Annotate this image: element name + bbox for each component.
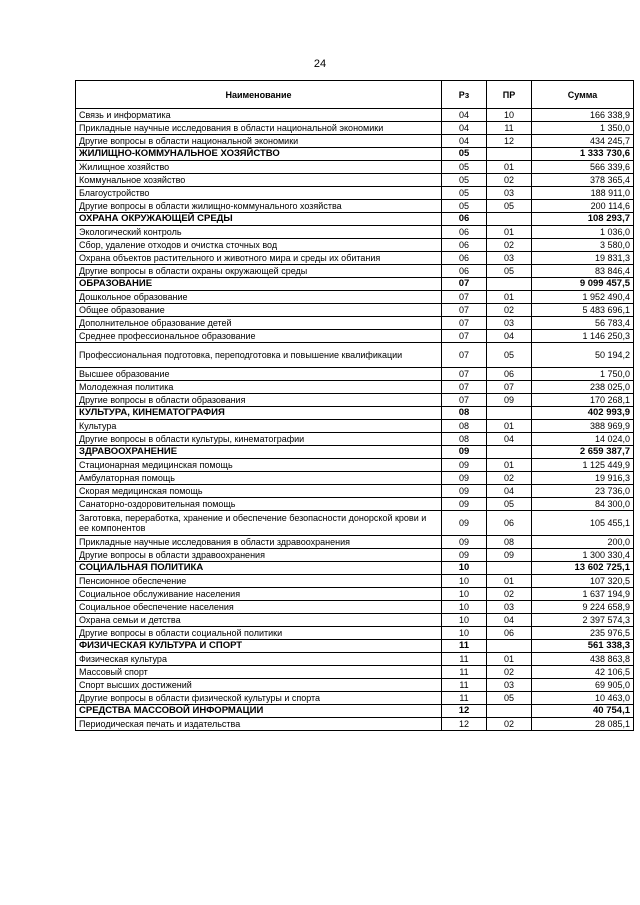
cell-sum: 566 339,6 [532, 161, 634, 174]
cell-pr: 02 [487, 718, 532, 731]
cell-rz: 04 [442, 109, 487, 122]
cell-rz: 11 [442, 679, 487, 692]
cell-pr [487, 213, 532, 226]
cell-sum: 200 114,6 [532, 200, 634, 213]
cell-sum: 2 659 387,7 [532, 446, 634, 459]
cell-sum: 1 036,0 [532, 226, 634, 239]
cell-sum: 235 976,5 [532, 627, 634, 640]
cell-pr: 03 [487, 187, 532, 200]
header-name: Наименование [76, 81, 442, 109]
cell-rz: 07 [442, 368, 487, 381]
table-row [76, 485, 634, 498]
cell-pr: 03 [487, 317, 532, 330]
cell-pr: 04 [487, 614, 532, 627]
cell-rz: 06 [442, 252, 487, 265]
cell-pr: 03 [487, 252, 532, 265]
budget-table [75, 80, 634, 731]
cell-sum: 5 483 696,1 [532, 304, 634, 317]
cell-name: Жилищное хозяйство [76, 161, 442, 174]
table-row [76, 472, 634, 485]
table-row [76, 653, 634, 666]
cell-pr: 04 [487, 330, 532, 343]
cell-name: Другие вопросы в области охраны окружающей среды [76, 265, 442, 278]
cell-rz: 09 [442, 498, 487, 511]
cell-name: Санаторно-оздоровительная помощь [76, 498, 442, 511]
cell-name: Амбулаторная помощь [76, 472, 442, 485]
cell-rz: 06 [442, 213, 487, 226]
table-row [76, 174, 634, 187]
cell-pr: 02 [487, 472, 532, 485]
cell-name: Связь и информатика [76, 109, 442, 122]
cell-name: Другие вопросы в области здравоохранения [76, 549, 442, 562]
cell-name: Пенсионное обеспечение [76, 575, 442, 588]
cell-name: Другие вопросы в области культуры, кинематографии [76, 433, 442, 446]
cell-sum: 40 754,1 [532, 705, 634, 718]
cell-pr: 05 [487, 343, 532, 368]
cell-pr: 12 [487, 135, 532, 148]
table-body [76, 109, 634, 731]
cell-pr: 01 [487, 291, 532, 304]
cell-name: Экологический контроль [76, 226, 442, 239]
table-row [76, 291, 634, 304]
header-pr: ПР [487, 81, 532, 109]
cell-name: Охрана объектов растительного и животного мира и среды их обитания [76, 252, 442, 265]
cell-name: Стационарная медицинская помощь [76, 459, 442, 472]
cell-sum: 434 245,7 [532, 135, 634, 148]
cell-pr: 02 [487, 174, 532, 187]
cell-name: Дополнительное образование детей [76, 317, 442, 330]
cell-name: КУЛЬТУРА, КИНЕМАТОГРАФИЯ [76, 407, 442, 420]
cell-sum: 1 637 194,9 [532, 588, 634, 601]
cell-name: Среднее профессиональное образование [76, 330, 442, 343]
cell-pr: 03 [487, 679, 532, 692]
cell-name: Коммунальное хозяйство [76, 174, 442, 187]
table-row [76, 381, 634, 394]
cell-rz: 09 [442, 472, 487, 485]
table-row [76, 433, 634, 446]
cell-name: Сбор, удаление отходов и очистка сточных вод [76, 239, 442, 252]
cell-name: Общее образование [76, 304, 442, 317]
cell-rz: 11 [442, 653, 487, 666]
cell-pr: 06 [487, 368, 532, 381]
table-row [76, 601, 634, 614]
table-row [76, 187, 634, 200]
cell-rz: 12 [442, 705, 487, 718]
cell-name: ОБРАЗОВАНИЕ [76, 278, 442, 291]
cell-name: СРЕДСТВА МАССОВОЙ ИНФОРМАЦИИ [76, 705, 442, 718]
cell-rz: 08 [442, 433, 487, 446]
table-row [76, 511, 634, 536]
table-row [76, 575, 634, 588]
cell-rz: 11 [442, 692, 487, 705]
section-row [76, 640, 634, 653]
cell-rz: 07 [442, 278, 487, 291]
cell-rz: 09 [442, 511, 487, 536]
cell-sum: 56 783,4 [532, 317, 634, 330]
table-row [76, 135, 634, 148]
table-row [76, 330, 634, 343]
cell-pr [487, 705, 532, 718]
cell-name: Другие вопросы в области национальной экономики [76, 135, 442, 148]
cell-sum: 105 455,1 [532, 511, 634, 536]
cell-sum: 200,0 [532, 536, 634, 549]
table-row [76, 679, 634, 692]
cell-name: Дошкольное образование [76, 291, 442, 304]
cell-pr: 11 [487, 122, 532, 135]
cell-sum: 69 905,0 [532, 679, 634, 692]
cell-rz: 05 [442, 161, 487, 174]
cell-rz: 09 [442, 549, 487, 562]
cell-pr [487, 562, 532, 575]
cell-pr: 04 [487, 485, 532, 498]
cell-pr [487, 446, 532, 459]
cell-sum: 9 224 658,9 [532, 601, 634, 614]
cell-rz: 09 [442, 536, 487, 549]
cell-sum: 166 338,9 [532, 109, 634, 122]
table-row [76, 304, 634, 317]
cell-rz: 05 [442, 174, 487, 187]
cell-rz: 09 [442, 446, 487, 459]
cell-sum: 108 293,7 [532, 213, 634, 226]
cell-name: Культура [76, 420, 442, 433]
cell-sum: 9 099 457,5 [532, 278, 634, 291]
cell-rz: 10 [442, 614, 487, 627]
cell-pr: 06 [487, 627, 532, 640]
table-row [76, 265, 634, 278]
table-row [76, 200, 634, 213]
cell-pr: 05 [487, 265, 532, 278]
cell-pr: 02 [487, 588, 532, 601]
cell-name: Высшее образование [76, 368, 442, 381]
table-row [76, 588, 634, 601]
cell-sum: 23 736,0 [532, 485, 634, 498]
cell-pr: 02 [487, 666, 532, 679]
table-row [76, 252, 634, 265]
cell-rz: 07 [442, 291, 487, 304]
section-row [76, 148, 634, 161]
table-row [76, 394, 634, 407]
table-row [76, 317, 634, 330]
cell-sum: 388 969,9 [532, 420, 634, 433]
cell-name: Социальное обслуживание населения [76, 588, 442, 601]
cell-pr: 10 [487, 109, 532, 122]
cell-name: Прикладные научные исследования в области здравоохранения [76, 536, 442, 549]
table-row [76, 368, 634, 381]
cell-name: СОЦИАЛЬНАЯ ПОЛИТИКА [76, 562, 442, 575]
cell-rz: 10 [442, 562, 487, 575]
cell-pr: 01 [487, 459, 532, 472]
cell-sum: 238 025,0 [532, 381, 634, 394]
cell-name: Периодическая печать и издательства [76, 718, 442, 731]
cell-pr: 02 [487, 304, 532, 317]
cell-rz: 08 [442, 420, 487, 433]
cell-pr [487, 278, 532, 291]
table-row [76, 666, 634, 679]
cell-sum: 50 194,2 [532, 343, 634, 368]
cell-rz: 11 [442, 666, 487, 679]
table-header-row [76, 81, 634, 109]
cell-rz: 07 [442, 304, 487, 317]
cell-rz: 05 [442, 148, 487, 161]
cell-pr: 05 [487, 692, 532, 705]
cell-name: Другие вопросы в области социальной политики [76, 627, 442, 640]
table-row [76, 718, 634, 731]
cell-rz: 10 [442, 588, 487, 601]
table-row [76, 627, 634, 640]
table-row [76, 343, 634, 368]
cell-sum: 561 338,3 [532, 640, 634, 653]
cell-name: Скорая медицинская помощь [76, 485, 442, 498]
cell-name: ОХРАНА ОКРУЖАЮЩЕЙ СРЕДЫ [76, 213, 442, 226]
cell-rz: 06 [442, 265, 487, 278]
cell-pr: 01 [487, 420, 532, 433]
cell-name: Другие вопросы в области жилищно-коммунального хозяйства [76, 200, 442, 213]
cell-rz: 05 [442, 200, 487, 213]
cell-name: Благоустройство [76, 187, 442, 200]
table-row [76, 536, 634, 549]
cell-name: Профессиональная подготовка, переподготовка и повышение квалификации [76, 343, 442, 368]
cell-pr: 06 [487, 511, 532, 536]
cell-pr: 02 [487, 239, 532, 252]
cell-pr [487, 640, 532, 653]
cell-sum: 1 333 730,6 [532, 148, 634, 161]
cell-rz: 10 [442, 575, 487, 588]
cell-pr: 07 [487, 381, 532, 394]
table-row [76, 109, 634, 122]
cell-name: Прикладные научные исследования в области национальной экономики [76, 122, 442, 135]
cell-rz: 09 [442, 459, 487, 472]
cell-sum: 3 580,0 [532, 239, 634, 252]
cell-sum: 42 106,5 [532, 666, 634, 679]
cell-sum: 1 146 250,3 [532, 330, 634, 343]
cell-sum: 84 300,0 [532, 498, 634, 511]
cell-sum: 83 846,4 [532, 265, 634, 278]
cell-name: ЖИЛИЩНО-КОММУНАЛЬНОЕ ХОЗЯЙСТВО [76, 148, 442, 161]
cell-pr: 01 [487, 161, 532, 174]
cell-rz: 04 [442, 135, 487, 148]
cell-name: Социальное обеспечение населения [76, 601, 442, 614]
cell-sum: 1 750,0 [532, 368, 634, 381]
cell-pr: 09 [487, 549, 532, 562]
table-row [76, 239, 634, 252]
cell-sum: 188 911,0 [532, 187, 634, 200]
cell-name: Заготовка, переработка, хранение и обеспечение безопасности донорской крови и ее компонентов [76, 511, 442, 536]
header-rz: Рз [442, 81, 487, 109]
cell-name: Другие вопросы в области физической культуры и спорта [76, 692, 442, 705]
cell-sum: 10 463,0 [532, 692, 634, 705]
cell-rz: 07 [442, 394, 487, 407]
cell-name: Молодежная политика [76, 381, 442, 394]
cell-sum: 170 268,1 [532, 394, 634, 407]
section-row [76, 705, 634, 718]
cell-pr: 09 [487, 394, 532, 407]
table-row [76, 226, 634, 239]
cell-rz: 12 [442, 718, 487, 731]
table-row [76, 692, 634, 705]
cell-name: Другие вопросы в области образования [76, 394, 442, 407]
cell-pr: 01 [487, 575, 532, 588]
cell-rz: 11 [442, 640, 487, 653]
table-row [76, 549, 634, 562]
cell-rz: 10 [442, 601, 487, 614]
cell-sum: 2 397 574,3 [532, 614, 634, 627]
cell-sum: 402 993,9 [532, 407, 634, 420]
cell-pr: 04 [487, 433, 532, 446]
cell-pr: 05 [487, 200, 532, 213]
section-row [76, 446, 634, 459]
cell-pr [487, 148, 532, 161]
section-row [76, 278, 634, 291]
cell-rz: 06 [442, 239, 487, 252]
cell-sum: 14 024,0 [532, 433, 634, 446]
section-row [76, 407, 634, 420]
cell-sum: 28 085,1 [532, 718, 634, 731]
cell-sum: 107 320,5 [532, 575, 634, 588]
table-row [76, 122, 634, 135]
cell-name: Массовый спорт [76, 666, 442, 679]
cell-pr: 08 [487, 536, 532, 549]
cell-rz: 07 [442, 381, 487, 394]
cell-sum: 438 863,8 [532, 653, 634, 666]
cell-pr: 01 [487, 653, 532, 666]
section-row [76, 213, 634, 226]
cell-rz: 04 [442, 122, 487, 135]
cell-rz: 09 [442, 485, 487, 498]
table-row [76, 161, 634, 174]
page-number: 24 [313, 58, 327, 70]
cell-rz: 07 [442, 317, 487, 330]
cell-name: Спорт высших достижений [76, 679, 442, 692]
cell-pr: 01 [487, 226, 532, 239]
cell-sum: 19 916,3 [532, 472, 634, 485]
cell-pr [487, 407, 532, 420]
cell-rz: 06 [442, 226, 487, 239]
cell-name: ФИЗИЧЕСКАЯ КУЛЬТУРА И СПОРТ [76, 640, 442, 653]
cell-name: Физическая культура [76, 653, 442, 666]
cell-rz: 05 [442, 187, 487, 200]
cell-rz: 07 [442, 330, 487, 343]
cell-sum: 13 602 725,1 [532, 562, 634, 575]
cell-sum: 378 365,4 [532, 174, 634, 187]
cell-name: Охрана семьи и детства [76, 614, 442, 627]
table-row [76, 498, 634, 511]
cell-name: ЗДРАВООХРАНЕНИЕ [76, 446, 442, 459]
cell-sum: 19 831,3 [532, 252, 634, 265]
cell-rz: 07 [442, 343, 487, 368]
cell-sum: 1 300 330,4 [532, 549, 634, 562]
cell-pr: 03 [487, 601, 532, 614]
cell-sum: 1 952 490,4 [532, 291, 634, 304]
cell-pr: 05 [487, 498, 532, 511]
table-row [76, 459, 634, 472]
table-row [76, 614, 634, 627]
section-row [76, 562, 634, 575]
cell-sum: 1 350,0 [532, 122, 634, 135]
cell-rz: 08 [442, 407, 487, 420]
cell-sum: 1 125 449,9 [532, 459, 634, 472]
header-sum: Сумма [532, 81, 634, 109]
table-row [76, 420, 634, 433]
cell-rz: 10 [442, 627, 487, 640]
